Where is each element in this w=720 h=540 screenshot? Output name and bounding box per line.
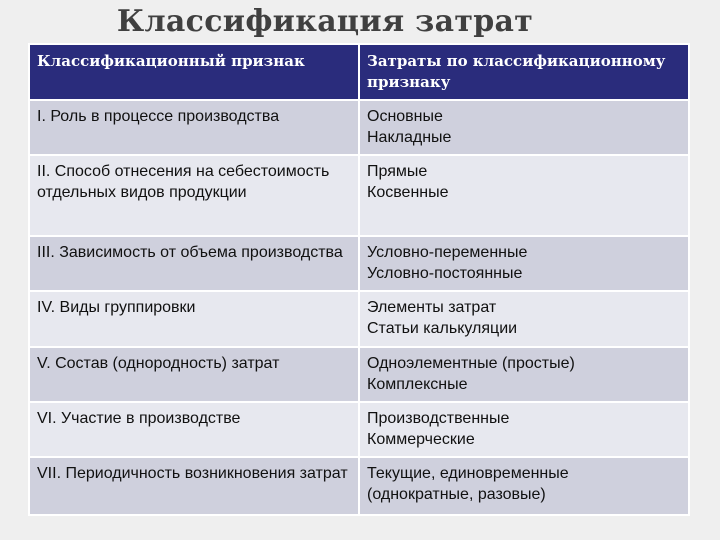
costs-cell <box>359 402 689 457</box>
table-row <box>29 100 689 155</box>
criterion-cell: V. Состав (однородность) затрат <box>29 347 359 402</box>
table-row <box>29 347 689 402</box>
cost-item: Текущие, единовременные <box>367 465 569 482</box>
header-costs: Затраты по классификационному признаку <box>359 44 689 100</box>
cost-item: Накладные <box>367 129 452 146</box>
table-row <box>29 155 689 236</box>
classification-table <box>28 43 690 516</box>
cost-item: Условно-переменные <box>367 244 528 261</box>
criterion-cell: I. Роль в процессе производства <box>29 100 359 155</box>
costs-cell <box>359 457 689 515</box>
cost-item: Прямые <box>367 163 428 180</box>
cost-item: (однократные, разовые) <box>367 486 546 503</box>
table-row <box>29 457 689 515</box>
table-row <box>29 291 689 347</box>
cost-item: Комплексные <box>367 376 468 393</box>
criterion-cell: IV. Виды группировки <box>29 291 359 347</box>
criterion-cell: II. Способ отнесения на себестоимость отдельных видов продукции <box>29 155 359 236</box>
cost-item: Элементы затрат <box>367 299 497 316</box>
criterion-cell: III. Зависимость от объема производства <box>29 236 359 291</box>
costs-cell <box>359 291 689 347</box>
table-row <box>29 236 689 291</box>
cost-item: Основные <box>367 108 443 125</box>
cost-item: Статьи калькуляции <box>367 320 518 337</box>
page-title: Классификация затрат <box>116 4 534 39</box>
costs-cell <box>359 155 689 236</box>
table-header-row <box>29 44 689 100</box>
cost-item: Косвенные <box>367 184 449 201</box>
table-row <box>29 402 689 457</box>
cost-item: Коммерческие <box>367 431 475 448</box>
criterion-cell: VII. Периодичность возникновения затрат <box>29 457 359 515</box>
criterion-cell: VI. Участие в производстве <box>29 402 359 457</box>
costs-cell <box>359 347 689 402</box>
costs-cell <box>359 236 689 291</box>
costs-cell <box>359 100 689 155</box>
header-criterion: Классификационный признак <box>29 44 359 100</box>
cost-item: Производственные <box>367 410 510 427</box>
cost-item: Условно-постоянные <box>367 265 523 282</box>
cost-item: Одноэлементные (простые) <box>367 355 575 372</box>
